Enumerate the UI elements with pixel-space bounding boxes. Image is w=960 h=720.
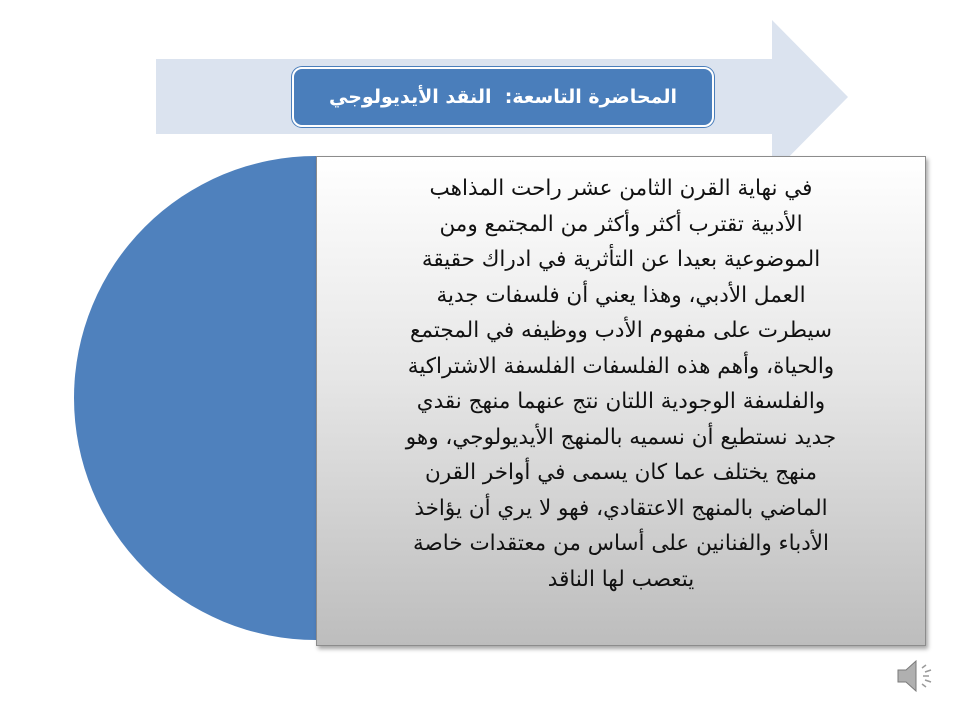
speaker-icon[interactable] bbox=[894, 654, 938, 698]
slide-title: المحاضرة التاسعة: النقد الأيديولوجي bbox=[292, 67, 714, 127]
body-text: في نهاية القرن الثامن عشر راحت المذاهب الأدبية تقترب أكثر وأكثر من المجتمع ومن الموضوعية بعيدا عن التأثرية في ادراك حقيقة العمل الأدبي، وهذا يعني أن فلسفات جدية سيطرت على مفهوم الأدب ووظيفه في المجتمع والحياة، وأهم هذه الفلسفات الفلسفة الاشتراكية والفلسفة الوجودية اللتان نتج عنهما منهج نقدي جديد نستطيع أن نسميه بالمنهج الأيديولوجي، وهو منهج يختلف عما كان يسمى في أواخر القرن الماضي بالمنهج الاعتقادي، فهو لا يري أن يؤاخذ الأدباء والفنانين على أساس من معتقدات خاصة يتعصب لها الناقد bbox=[405, 176, 837, 592]
content-box bbox=[316, 156, 926, 646]
